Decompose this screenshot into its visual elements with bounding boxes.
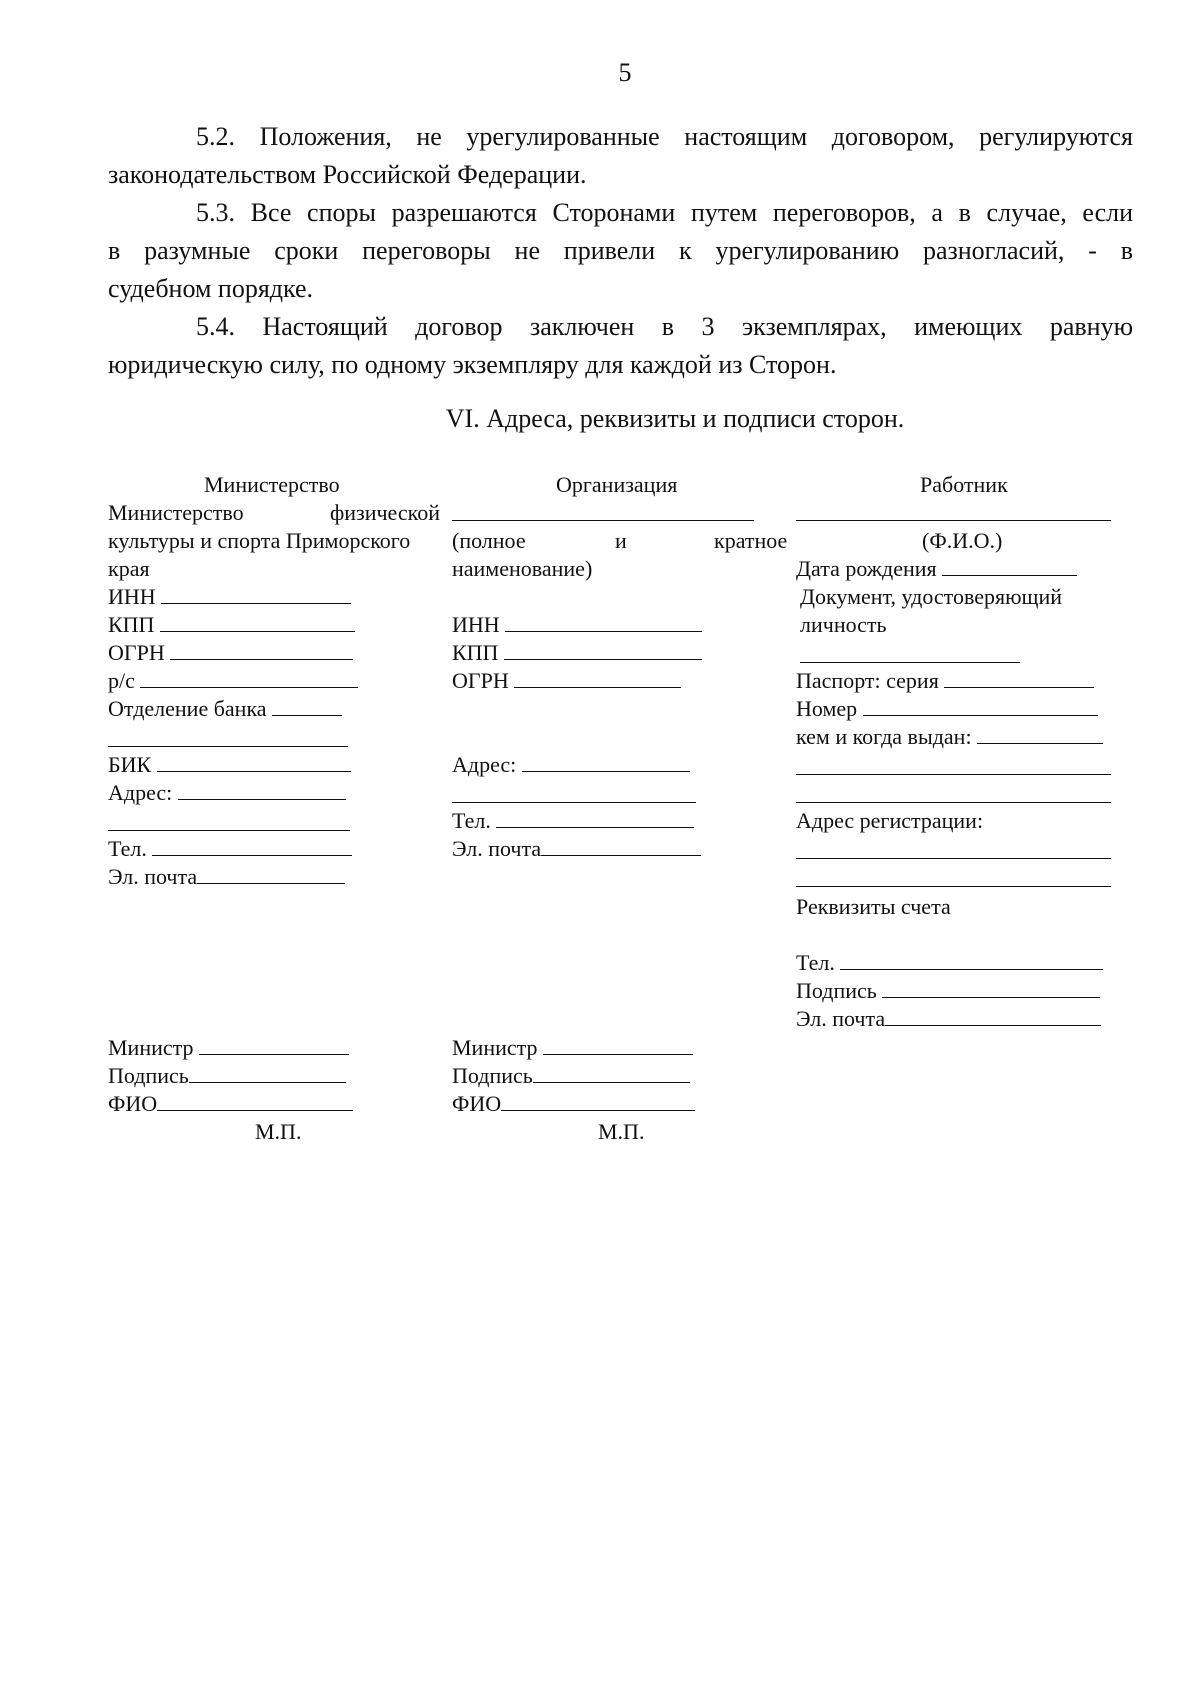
ministry-ogrn-label: ОГРН	[108, 640, 165, 665]
ministry-account-blank[interactable]	[140, 667, 358, 688]
organization-fio-label: ФИО	[452, 1091, 502, 1116]
worker-birth-date-blank[interactable]	[942, 555, 1077, 576]
page-number: 5	[618, 58, 632, 87]
worker-reg-address-line[interactable]	[796, 886, 1111, 887]
worker-number-label: Номер	[796, 696, 858, 721]
paragraph-line: 5.4. Настоящий договор заключен в 3 экземплярах, имеющих равную	[196, 312, 1133, 341]
worker-phone-label: Тел.	[796, 950, 835, 975]
organization-name-part: кратное	[714, 528, 788, 553]
ministry-address-label: Адрес:	[108, 780, 173, 805]
paragraph-line: законодательством Российской Федерации.	[108, 160, 587, 189]
worker-signature-field	[796, 977, 1100, 1005]
organization-name-part: (полное	[452, 528, 526, 553]
organization-minister-field	[452, 1034, 693, 1062]
ministry-address-field	[108, 779, 346, 807]
ministry-inn-label: ИНН	[108, 584, 156, 609]
worker-fio-line[interactable]	[796, 520, 1111, 521]
organization-fio-blank[interactable]	[501, 1090, 695, 1111]
worker-account-details-label: Реквизиты счета	[796, 894, 951, 919]
ministry-signature-label: Подпись	[108, 1063, 189, 1088]
ministry-kpp-blank[interactable]	[160, 611, 355, 632]
organization-name-part: и	[615, 528, 627, 553]
organization-minister-blank[interactable]	[543, 1034, 693, 1055]
ministry-inn-field	[108, 583, 351, 611]
worker-reg-address-label: Адрес регистрации:	[796, 808, 984, 833]
paragraph-line: судебном порядке.	[108, 274, 314, 303]
paragraph-line: 5.2. Положения, не урегулированные настоящим договором, регулируются	[196, 122, 1133, 151]
worker-email-field	[796, 1005, 1101, 1033]
organization-inn-field	[452, 611, 702, 639]
paragraph-5-2	[108, 118, 1133, 194]
ministry-name-part: физической	[330, 500, 440, 525]
ministry-inn-blank[interactable]	[161, 583, 351, 604]
ministry-email-blank[interactable]	[197, 863, 345, 884]
ministry-phone-blank[interactable]	[152, 835, 352, 856]
ministry-account-field	[108, 667, 358, 695]
worker-passport-series-field	[796, 667, 1094, 695]
ministry-kpp-field	[108, 611, 355, 639]
organization-fio-field	[452, 1090, 695, 1118]
organization-signature-label: Подпись	[452, 1063, 533, 1088]
ministry-address-line[interactable]	[108, 830, 350, 831]
worker-passport-series-label: Паспорт: серия	[796, 668, 939, 693]
ministry-account-label: р/с	[108, 668, 135, 693]
worker-signature-label: Подпись	[796, 978, 877, 1003]
organization-inn-blank[interactable]	[505, 611, 702, 632]
worker-issued-by-line[interactable]	[796, 774, 1111, 775]
worker-document-label: Документ, удостоверяющий	[800, 584, 1063, 609]
worker-number-blank[interactable]	[863, 695, 1098, 716]
worker-header: Работник	[920, 472, 1008, 497]
worker-issued-by-field	[796, 723, 1103, 751]
organization-address-label: Адрес:	[452, 752, 517, 777]
worker-fio-caption: (Ф.И.О.)	[922, 528, 1003, 553]
ministry-name-line: края	[108, 556, 150, 581]
ministry-signature-field	[108, 1062, 346, 1090]
organization-signature-blank[interactable]	[533, 1062, 690, 1083]
worker-number-field	[796, 695, 1098, 723]
organization-phone-blank[interactable]	[496, 807, 694, 828]
worker-birth-date-label: Дата рождения	[796, 556, 937, 581]
ministry-bik-blank[interactable]	[157, 751, 351, 772]
organization-ogrn-field	[452, 667, 681, 695]
organization-name-line[interactable]	[452, 520, 754, 521]
ministry-email-label: Эл. почта	[108, 864, 198, 889]
paragraph-5-4	[108, 308, 1133, 384]
ministry-kpp-label: КПП	[108, 612, 155, 637]
worker-issued-by-label: кем и когда выдан:	[796, 724, 972, 749]
worker-email-label: Эл. почта	[796, 1006, 886, 1031]
ministry-minister-label: Министр	[108, 1035, 194, 1060]
ministry-header: Министерство	[204, 472, 340, 497]
organization-stamp: М.П.	[598, 1119, 645, 1144]
worker-reg-address-line[interactable]	[796, 858, 1111, 859]
organization-name-caption: наименование)	[452, 556, 593, 581]
worker-issued-by-blank[interactable]	[977, 723, 1103, 744]
organization-email-blank[interactable]	[541, 835, 701, 856]
organization-phone-field	[452, 807, 694, 835]
organization-kpp-field	[452, 639, 702, 667]
worker-birth-date-field	[796, 555, 1077, 583]
paragraph-line: 5.3. Все споры разрешаются Сторонами путем переговоров, а в случае, если	[196, 198, 1133, 227]
paragraph-line: в разумные сроки переговоры не привели к урегулированию разногласий, - в	[108, 236, 1133, 265]
ministry-minister-field	[108, 1034, 349, 1062]
ministry-signature-blank[interactable]	[189, 1062, 346, 1083]
ministry-bik-field	[108, 751, 351, 779]
organization-ogrn-blank[interactable]	[514, 667, 681, 688]
ministry-ogrn-blank[interactable]	[170, 639, 353, 660]
organization-minister-label: Министр	[452, 1035, 538, 1060]
worker-phone-field	[796, 949, 1103, 977]
organization-address-field	[452, 751, 690, 779]
worker-passport-series-blank[interactable]	[944, 667, 1094, 688]
worker-document-label-cont: личность	[800, 612, 887, 637]
worker-email-blank[interactable]	[885, 1005, 1101, 1026]
paragraph-line: юридическую силу, по одному экземпляру для каждой из Сторон.	[108, 350, 837, 379]
ministry-fio-field	[108, 1090, 353, 1118]
ministry-bik-label: БИК	[108, 752, 152, 777]
organization-phone-label: Тел.	[452, 808, 491, 833]
ministry-phone-label: Тел.	[108, 836, 147, 861]
organization-ogrn-label: ОГРН	[452, 668, 509, 693]
worker-signature-blank[interactable]	[882, 977, 1100, 998]
section-heading: VI. Адреса, реквизиты и подписи сторон.	[445, 404, 905, 433]
ministry-bank-label: Отделение банка	[108, 696, 267, 721]
ministry-bank-line[interactable]	[108, 746, 348, 747]
ministry-address-blank[interactable]	[178, 779, 346, 800]
worker-issued-by-line[interactable]	[796, 802, 1111, 803]
organization-signature-field	[452, 1062, 690, 1090]
ministry-name-line: культуры и спорта Приморского	[108, 528, 411, 553]
worker-phone-blank[interactable]	[840, 949, 1103, 970]
organization-inn-label: ИНН	[452, 612, 500, 637]
ministry-minister-blank[interactable]	[199, 1034, 349, 1055]
paragraph-5-3	[108, 194, 1133, 308]
organization-header: Организация	[556, 472, 678, 497]
organization-kpp-blank[interactable]	[504, 639, 702, 660]
worker-document-line[interactable]	[800, 662, 1020, 663]
ministry-fio-blank[interactable]	[157, 1090, 353, 1111]
ministry-fio-label: ФИО	[108, 1091, 158, 1116]
organization-address-blank[interactable]	[522, 751, 690, 772]
ministry-bank-blank[interactable]	[272, 695, 342, 716]
organization-email-field	[452, 835, 701, 863]
ministry-phone-field	[108, 835, 352, 863]
organization-email-label: Эл. почта	[452, 836, 542, 861]
ministry-name-part: Министерство	[108, 500, 244, 525]
ministry-stamp: М.П.	[255, 1119, 302, 1144]
ministry-ogrn-field	[108, 639, 353, 667]
ministry-email-field	[108, 863, 345, 891]
ministry-bank-field	[108, 695, 342, 723]
organization-kpp-label: КПП	[452, 640, 499, 665]
organization-address-line[interactable]	[452, 802, 696, 803]
